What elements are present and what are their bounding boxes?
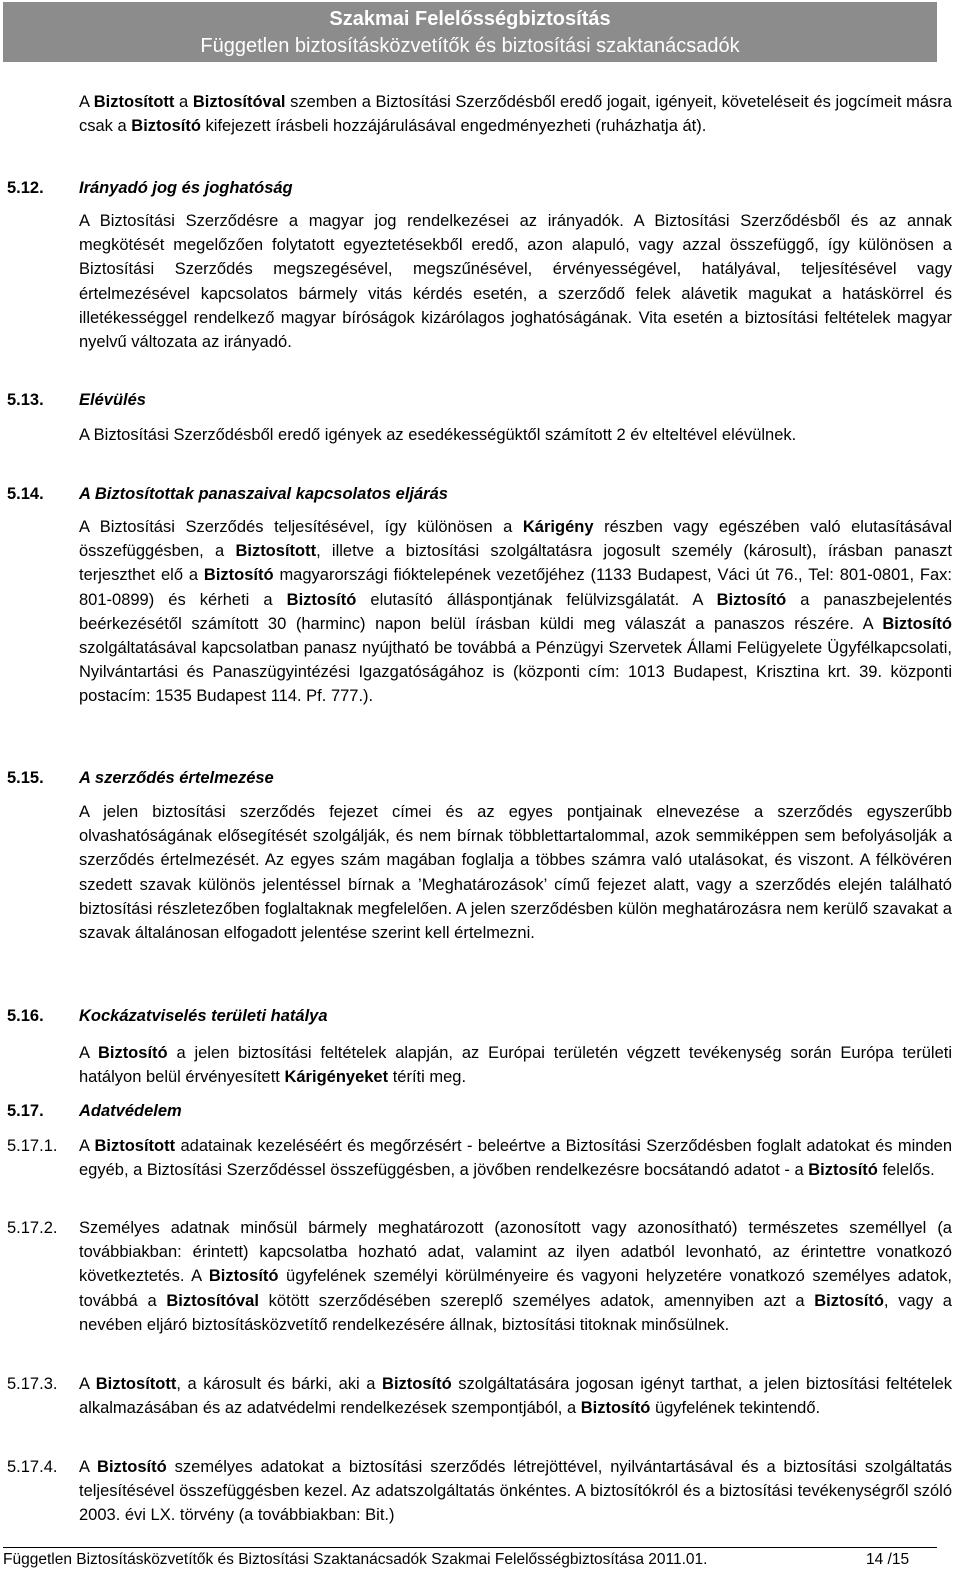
section-number: 5.16.	[7, 1007, 44, 1025]
section-paragraph: A Biztosítási Szerződés teljesítésével, így különösen a Kárigény részben vagy egészében való elutasításával összefüggésben, a Biztosított, illetve a biztosítási szolgáltatásra jogosult személy (károsult), írásban panaszt terjeszthet elő a Biztosító magyarországi fióktelepének vezetőjéhez (1133 Budapest, Váci út 76., Tel: 801-0801, Fax: 801-0899) és kérheti a Biztosító elutasító álláspontjának felülvizsgálatát. A Biztosító a panaszbejelentés beérkezésétől számított 30 (harminc) napon belül írásban küldi meg válaszát a panaszos részére. A Biztosító szolgáltatásával kapcsolatban panasz nyújtható be továbbá a Pénzügyi Szervetek Állami Felügyelete Ügyfélkapcsolati, Nyilvántartási és Panaszügyintézési Igazgatóságához is (központi cím: 1013 Budapest, Krisztina krt. 39. központi postacím: 1535 Budapest 114. Pf. 777.).	[79, 518, 952, 706]
page-header	[3, 2, 937, 62]
section-title: Elévülés	[79, 391, 146, 409]
page-number: 14 /15	[866, 1551, 910, 1568]
subsection-number: 5.17.3.	[7, 1375, 58, 1393]
subsection-number: 5.17.4.	[7, 1458, 58, 1476]
subsection-paragraph: Személyes adatnak minősül bármely meghatározott (azonosított vagy azonosítható) természetes személlyel (a továbbiakban: érintett) kapcsolatba hozható adat, valamint az ilyen adatból levonható, az érintettre vonatkozó következtetés. A Biztosító ügyfelének személyi körülményeire és vagyoni helyzetére vonatkozó személyes adatok, továbbá a Biztosítóval kötött szerződésében szereplő személyes adatok, amennyiben azt a Biztosító, vagy a nevében eljáró biztosításközvetítő rendelkezésére állnak, biztosítási titoknak minősülnek.	[79, 1219, 952, 1334]
subsection-number: 5.17.1.	[7, 1137, 58, 1155]
header-title: Szakmai Felelősségbiztosítás	[329, 8, 611, 30]
subsection-paragraph: A Biztosító személyes adatokat a biztosítási szerződés létrejöttével, nyilvántartásával és a biztosítási szolgáltatás teljesítésével összefüggésben kezel. Az adatszolgáltatás önkéntes. A biztosítókról és a biztosítási tevékenységről szóló 2003. évi LX. törvény (a továbbiakban: Bit.)	[79, 1458, 952, 1525]
section-paragraph: A Biztosítási Szerződésből eredő igények az esedékességüktől számított 2 év elteltével elévülnek.	[79, 426, 797, 444]
subsection-paragraph: A Biztosított adatainak kezeléséért és megőrzésért - beleértve a Biztosítási Szerződésben foglalt adatokat és minden egyéb, a Biztosítási Szerződéssel összefüggésben, a jövőben rendelkezésre bocsátandó adatot - a Biztosító felelős.	[79, 1137, 952, 1180]
footer-text: Független Biztosításközvetítők és Biztosítási Szaktanácsadók Szakmai Felelősségbiztosítása 2011.01.	[3, 1551, 708, 1568]
section-title: Adatvédelem	[79, 1102, 182, 1120]
section-title: A szerződés értelmezése	[79, 769, 274, 787]
subsection-paragraph: A Biztosított, a károsult és bárki, aki a Biztosító szolgáltatására jogosan igényt tarthat, a jelen biztosítási feltételek alkalmazásában és az adatvédelmi rendelkezések szempontjából, a Biztosító ügyfelének tekintendő.	[79, 1375, 952, 1418]
section-number: 5.14.	[7, 485, 44, 503]
section-paragraph: A Biztosító a jelen biztosítási feltételek alapján, az Európai területén végzett tevékenység során Európa területi hatályon belül érvényesített Kárigényeket téríti meg.	[79, 1044, 952, 1087]
subsection-number: 5.17.2.	[7, 1219, 58, 1237]
section-paragraph: A jelen biztosítási szerződés fejezet címei és az egyes pontjainak elnevezése a szerződés egyszerűbb olvashatóságának elősegítését szolgálják, és nem bírnak többlettartalommal, azok semmiképpen sem befolyásolják a szerződés értelmezését. Az egyes szám magában foglalja a többes számra való utalásokat, és viszont. A félkövéren szedett szavak különös jelentéssel bírnak a ’Meghatározások’ című fejezet alatt, vagy a szerződés elején található biztosítási részletezőben foglaltaknak megfelelően. A jelen szerződésben külön meghatározásra nem kerülő szavakat a szavak általánosan elfogadott jelentése szerint kell értelmezni.	[79, 803, 952, 943]
section-number: 5.17.	[7, 1102, 44, 1120]
section-title: Irányadó jog és joghatóság	[79, 179, 293, 197]
section-number: 5.12.	[7, 179, 44, 197]
section-number: 5.15.	[7, 769, 44, 787]
section-title: Kockázatviselés területi hatálya	[79, 1007, 328, 1025]
page-footer	[3, 1547, 937, 1572]
section-number: 5.13.	[7, 391, 44, 409]
section-paragraph: A Biztosítási Szerződésre a magyar jog rendelkezései az irányadók. A Biztosítási Szerződésből és az annak megkötését megelőzően folytatott egyeztetésekből eredő, azon alapuló, vagy azzal összefüggő, így különösen a Biztosítási Szerződés megszegésével, megszűnésével, érvényességével, hatályával, teljesítésével vagy értelmezésével kapcsolatos bármely vitás kérdés esetén, a szerződő felek alávetik magukat a hatáskörrel és illetékességgel rendelkező magyar bíróságok kizárólagos joghatóságának. Vita esetén a biztosítási feltételek magyar nyelvű változata az irányadó.	[79, 212, 952, 352]
section-title: A Biztosítottak panaszaival kapcsolatos eljárás	[79, 485, 448, 503]
intro-paragraph: A Biztosított a Biztosítóval szemben a Biztosítási Szerződésből eredő jogait, igényeit, követeléseit és jogcímeit másra csak a Biztosító kifejezett írásbeli hozzájárulásával engedményezheti (ruházhatja át).	[79, 93, 952, 136]
header-subtitle: Független biztosításközvetítők és biztosítási szaktanácsadók	[200, 35, 740, 57]
